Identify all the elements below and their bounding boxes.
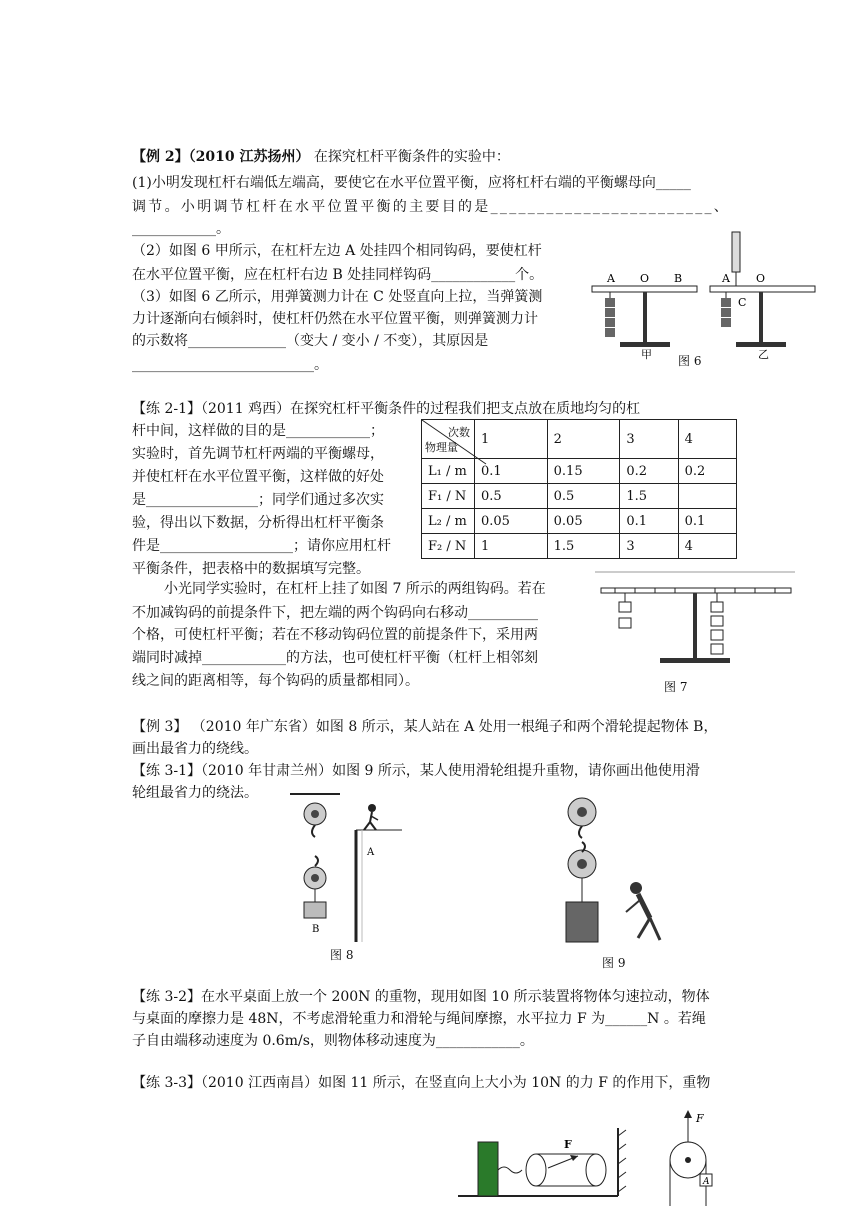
ex2-q1a: (1)小明发现杠杆右端低左端高，要使它在水平位置平衡，应将杠杆右端的平衡螺母向_____ [132,175,691,191]
fig6-caption: 图 6 [678,354,702,368]
ex2-q1c: ____________。 [132,221,230,237]
ex21-l3: 实验时，首先调节杠杆两端的平衡螺母， [132,446,384,462]
ex21-l2: 杆中间，这样做的目的是____________； [132,423,384,439]
ex21-p2e: 线之间的距离相等，每个钩码的质量都相同）。 [132,673,419,689]
table-row-label: L₁ / m [422,459,475,484]
ex3-l1: 【例 3】 （2010 年广东省）如图 8 所示，某人站在 A 处用一根绳子和两个滑轮提起物体 B， [132,719,718,735]
fig10-label-F: F [564,1138,572,1151]
table-cell: 1.5 [620,484,678,509]
table-col-header: 4 [678,420,736,459]
figure-6 [590,228,820,368]
table-header-row [422,420,737,459]
table-header-top: 次数 [448,426,470,439]
ex2-q3d: __________________________。 [132,357,328,373]
fig11-label-A: A [703,1177,710,1187]
fig11-label-F: F [696,1112,704,1125]
ex2-q3c: 的示数将______________（变大 / 变小 / 不变），其原因是 [132,333,489,349]
ex21-p2c: 个格，可使杠杆平衡；若在不移动钩码位置的前提条件下，采用两 [132,627,538,643]
table-cell: 0.2 [678,459,736,484]
fig6-label-yi: 乙 [758,348,769,361]
figure-10 [458,1128,628,1208]
table-cell: 0.5 [475,484,548,509]
table-cell: 3 [620,534,678,559]
fig6-label-C: C [738,296,747,309]
fig6-yi-label-O: O [756,272,766,285]
table-cell: 1.5 [547,534,620,559]
fig8-label-A: A [367,847,375,858]
fig6-label-O: O [640,272,650,285]
figure-9 [560,790,680,950]
ex21-line1: 【练 2-1】（2011 鸡西）在探究杠杆平衡条件的过程我们把支点放在质地均匀的杠 [132,401,641,417]
table-cell: 0.05 [547,509,620,534]
ex31-l2: 轮组最省力的绕法。 [132,785,258,801]
figure-11 [660,1108,730,1208]
ex21-p2b: 不加减钩码的前提条件下，把左端的两个钩码向右移动__________ [132,605,538,621]
ex21-l6: 验，得出以下数据，分析得出杠杆平衡条 [132,515,384,531]
table-cell: 0.5 [547,484,620,509]
fig6-label-A: A [607,272,615,285]
ex2-intro: 在探究杠杆平衡条件的实验中： [309,149,510,165]
table-col-header: 1 [475,420,548,459]
ex21-p2a: 小光同学实验时，在杠杆上挂了如图 7 所示的两组钩码。若在 [164,581,546,597]
fig6-label-B: B [674,272,683,285]
table-cell: 0.2 [620,459,678,484]
table-cell: 0.1 [620,509,678,534]
ex3-l2: 画出最省力的绕线。 [132,741,258,757]
ex21-l5: 是________________；同学们通过多次实 [132,492,384,508]
data-table [421,419,737,559]
table-corner-cell [422,420,475,459]
ex32-l3: 子自由端移动速度为 0.6m/s，则物体移动速度为____________。 [132,1033,534,1049]
table-cell-blank[interactable] [678,484,736,509]
table-row [422,509,737,534]
table-cell: 0.15 [547,459,620,484]
ex32-l1: 【练 3-2】在水平桌面上放一个 200N 的重物，现用如图 10 所示装置将物体匀速拉动，物体 [132,989,710,1005]
ex2-q1b: 调节。小明调节杠杆在水平位置平衡的主要目的是________________________、 [132,199,731,215]
table-cell: 1 [475,534,548,559]
table-cell: 4 [678,534,736,559]
table-row [422,534,737,559]
table-cell: 0.05 [475,509,548,534]
ex2-q3a: （3）如图 6 乙所示，用弹簧测力计在 C 处竖直向上拉，当弹簧测 [132,289,543,305]
fig8-caption: 图 8 [330,948,354,962]
table-cell: 0.1 [678,509,736,534]
table-cell: 0.1 [475,459,548,484]
figure-7 [595,566,800,676]
table-col-header: 3 [620,420,678,459]
ex2-q2b: 在水平位置平衡，应在杠杆右边 B 处挂同样钩码____________个。 [132,267,544,283]
figure-8 [290,790,405,950]
table-header-bottom: 物理量 [425,441,458,454]
table-row-label: L₂ / m [422,509,475,534]
fig6-label-jia: 甲 [641,348,652,361]
ex31-l1: 【练 3-1】（2010 年甘肃兰州）如图 9 所示，某人使用滑轮组提升重物，请你画出他使用滑 [132,763,700,779]
ex21-l7: 件是___________________；请你应用杠杆 [132,538,391,554]
fig6-yi-label-A: A [722,272,730,285]
fig7-caption: 图 7 [664,680,688,694]
table-col-header: 2 [547,420,620,459]
ex21-l8: 平衡条件，把表格中的数据填写完整。 [132,561,370,577]
fig8-label-B: B [312,924,320,935]
ex33-l1: 【练 3-3】（2010 江西南昌）如图 11 所示，在竖直向上大小为 10N 的力 F 的作用下，重物 [132,1075,711,1091]
ex2-q3b: 力计逐渐向右倾斜时，使杠杆仍然在水平位置平衡，则弹簧测力计 [132,311,538,327]
ex21-p2d: 端同时减掉____________的方法，也可使杠杆平衡（杠杆上相邻刻 [132,650,538,666]
ex2-title-line [132,146,510,168]
table-row [422,484,737,509]
ex21-l4: 并使杠杆在水平位置平衡，这样做的好处 [132,469,384,485]
table-row-label: F₂ / N [422,534,475,559]
fig9-caption: 图 9 [602,956,626,970]
table-row-label: F₁ / N [422,484,475,509]
ex2-heading: 【例 2】（2010 江苏扬州） [132,149,310,165]
ex32-l2: 与桌面的摩擦力是 48N，不考虑滑轮重力和滑轮与绳间摩擦，水平拉力 F 为______N 。若绳 [132,1011,706,1027]
ex2-q2a: （2）如图 6 甲所示，在杠杆左边 A 处挂四个相同钩码，要使杠杆 [132,243,542,259]
